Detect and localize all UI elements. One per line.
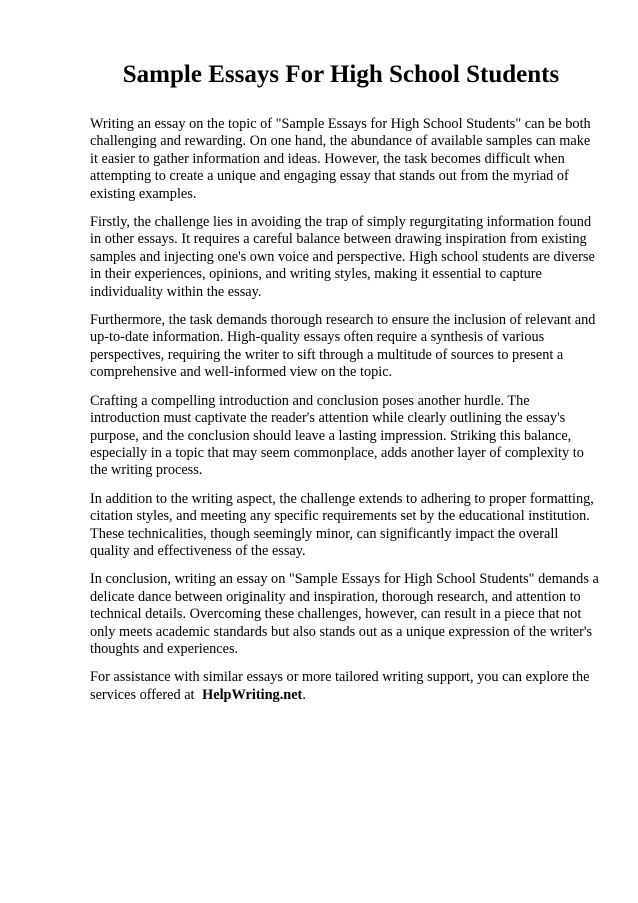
helpwriting-link[interactable]: HelpWriting.net [202, 686, 303, 703]
paragraph-firstly: Firstly, the challenge lies in avoiding the trap of simply regurgitating information found in other essays. It requires a careful balance between drawing inspiration from existing samples and injecting one's own voice and perspective. High school students are diverse in their experiences, opinions, and writing styles, making it essential to capture individuality within the essay. [90, 214, 595, 300]
paragraph-in-addition: In addition to the writing aspect, the challenge extends to adhering to proper formatting, citation styles, and meeting any specific requirements set by the educational institution. These technicalities, though seemingly minor, can significantly impact the overall quality and effectiveness of the essay. [90, 490, 594, 559]
closing-period: . [302, 686, 306, 703]
closing-text: For assistance with similar essays or more tailored writing support, you can explore the services offered at [90, 669, 590, 703]
paragraph-closing [90, 669, 600, 704]
paragraph-furthermore: Furthermore, the task demands thorough research to ensure the inclusion of relevant and up-to-date information. High-quality essays often require a synthesis of various perspectives, requiring the writer to sift through a multitude of sources to present a comprehensive and well-informed view on the topic. [90, 312, 596, 381]
document-title: Sample Essays For High School Students [122, 61, 560, 88]
paragraph-conclusion: In conclusion, writing an essay on "Sample Essays for High School Students" demands a delicate dance between originality and inspiration, thorough research, and attention to technical details. Overcoming these challenges, however, can result in a piece that not only meets academic standards but also stands out as a unique expression of the writer's thoughts and experiences. [90, 571, 599, 657]
paragraph-intro: Writing an essay on the topic of "Sample Essays for High School Students" can be both challenging and rewarding. On one hand, the abundance of available samples can make it easier to gather information and ideas. However, the task becomes difficult when attempting to create a unique and engaging essay that stands out from the myriad of existing examples. [90, 116, 591, 202]
paragraph-crafting: Crafting a compelling introduction and conclusion poses another hurdle. The introduction must captivate the reader's attention while clearly outlining the essay's purpose, and the conclusion should leave a lasting impression. Striking this balance, especially in a topic that may seem commonplace, adds another layer of complexity to the writing process. [90, 392, 584, 479]
